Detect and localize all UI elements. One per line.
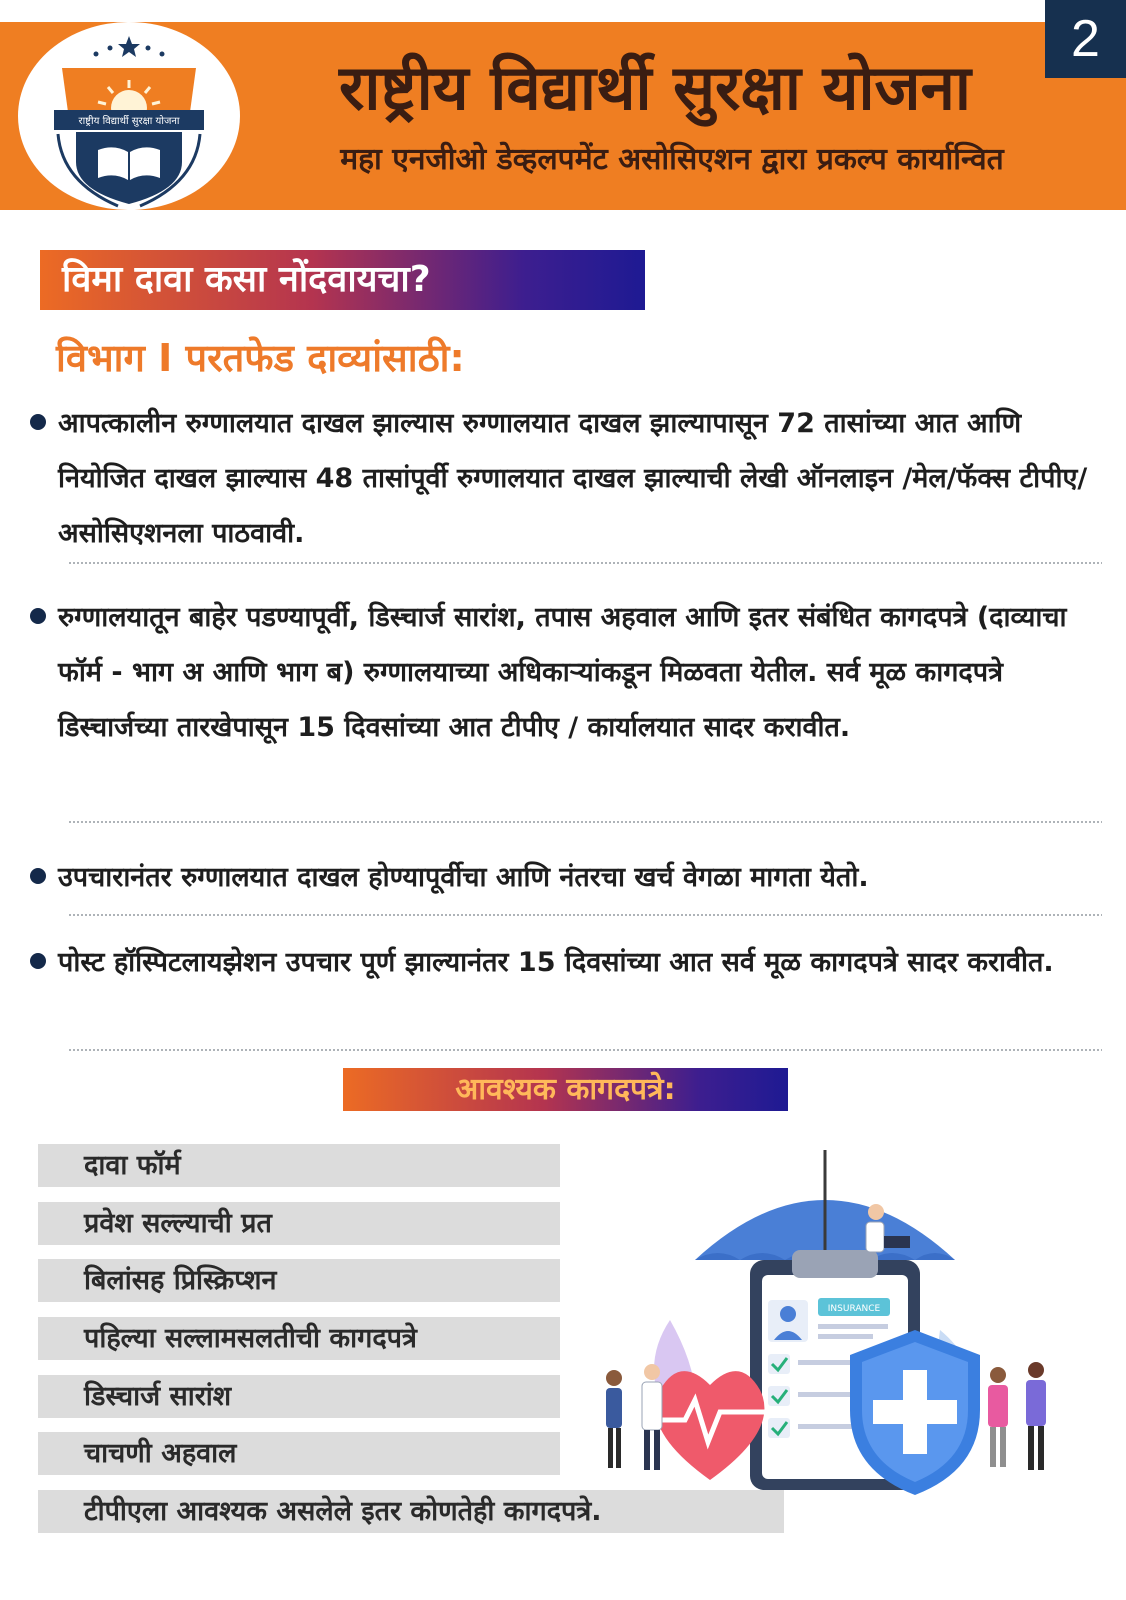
bullet-icon xyxy=(30,868,46,884)
bullet-icon xyxy=(30,953,46,969)
document-item: टीपीएला आवश्यक असलेले इतर कोणतेही कागदपत्रे. xyxy=(38,1490,784,1533)
umbrella-icon xyxy=(695,1150,955,1260)
dotted-divider xyxy=(68,913,1102,917)
page-number-badge: 2 xyxy=(1045,0,1126,78)
section-heading: विमा दावा कसा नोंदवायचा? xyxy=(40,250,645,310)
svg-text:INSURANCE: INSURANCE xyxy=(827,1304,881,1314)
svg-text:राष्ट्रीय विद्यार्थी सुरक्षा य: राष्ट्रीय विद्यार्थी सुरक्षा योजना xyxy=(78,116,180,127)
document-item: बिलांसह प्रिस्क्रिप्शन xyxy=(38,1259,560,1302)
insurance-illustration xyxy=(600,1150,1070,1520)
list-item xyxy=(30,935,1100,990)
document-item: पहिल्या सल्लामसलतीची कागदपत्रे xyxy=(38,1317,560,1360)
document-item: प्रवेश सल्ल्याची प्रत xyxy=(38,1202,560,1245)
list-item-text: आपत्कालीन रुग्णालयात दाखल झाल्यास रुग्णालयात दाखल झाल्यापासून 72 तासांच्या आत आणि नियोजित दाखल झाल्यास 48 तासांपूर्वी रुग्णालयात दाखल झाल्याची लेखी ऑनलाइन /मेल/फॅक्स टीपीए/असोसिएशनला पाठवावी. xyxy=(58,408,1088,549)
dotted-divider xyxy=(68,820,1102,824)
dotted-divider xyxy=(68,1048,1102,1052)
document-item: चाचणी अहवाल xyxy=(38,1432,560,1475)
shield-emblem-icon xyxy=(18,22,240,210)
document-item: डिस्चार्ज सारांश xyxy=(38,1375,560,1418)
documents-heading: आवश्यक कागदपत्रे: xyxy=(343,1068,788,1111)
list-item xyxy=(30,590,1100,755)
dotted-divider xyxy=(68,561,1102,565)
page-title: राष्ट्रीय विद्यार्थी सुरक्षा योजना xyxy=(339,51,971,124)
list-item xyxy=(30,850,1100,905)
heart-icon xyxy=(655,1371,765,1480)
list-item-text: रुग्णालयातून बाहेर पडण्यापूर्वी, डिस्चार्ज सारांश, तपास अहवाल आणि इतर संबंधित कागदपत्रे (दाव्याचा फॉर्म - भाग अ आणि भाग ब) रुग्णालयाच्या अधिकाऱ्यांकडून मिळवता येतील. सर्व मूळ कागदपत्रे डिस्चार्जच्या तारखेपासून 15 दिवसांच्या आत टीपीए / कार्यालयात सादर करावीत. xyxy=(58,602,1067,743)
list-item-text: पोस्ट हॉस्पिटलायझेशन उपचार पूर्ण झाल्यानंतर 15 दिवसांच्या आत सर्व मूळ कागदपत्रे सादर करावीत. xyxy=(58,947,1054,978)
page-subtitle: महा एनजीओ डेव्हलपमेंट असोसिएशन द्वारा प्रकल्प कार्यान्वित xyxy=(340,142,1004,177)
bullet-icon xyxy=(30,414,46,430)
logo xyxy=(18,22,240,210)
section-subheading: विभाग I परतफेड दाव्यांसाठी: xyxy=(56,336,465,380)
bullet-icon xyxy=(30,608,46,624)
list-item xyxy=(30,396,1100,561)
list-item-text: उपचारानंतर रुग्णालयात दाखल होण्यापूर्वीचा आणि नंतरचा खर्च वेगळा मागता येतो. xyxy=(58,862,869,893)
document-item: दावा फॉर्म xyxy=(38,1144,560,1187)
